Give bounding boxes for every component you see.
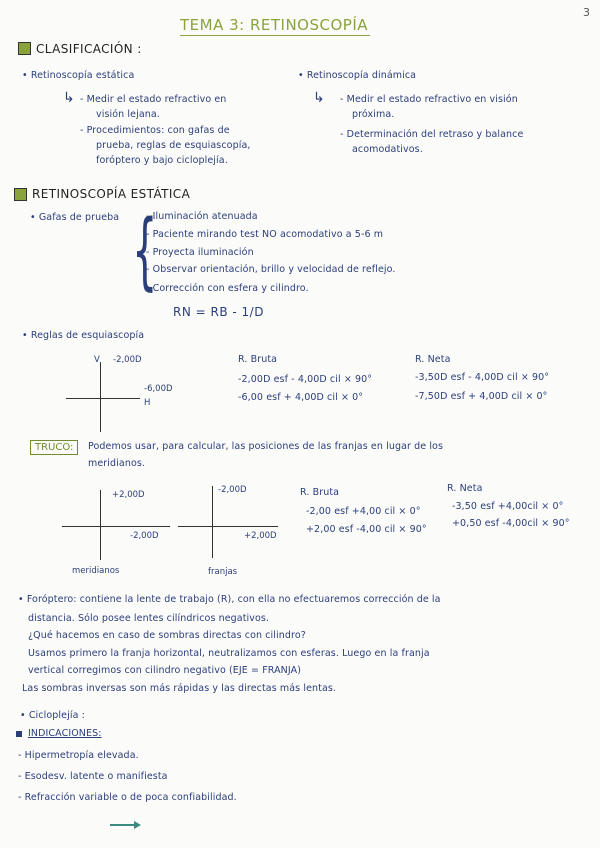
indicacion-1: - Hipermetropía elevada.: [18, 750, 139, 761]
estatica-item-3: - Procedimientos: con gafas de: [80, 125, 230, 136]
estatica-label-text: Retinoscopía estática: [30, 70, 135, 81]
dinamica-label-text: Retinoscopía dinámica: [306, 70, 417, 81]
gafas-item-1: - Iluminación atenuada: [146, 211, 258, 222]
gafas-item-3: - Proyecta iluminación: [146, 247, 254, 258]
next-arrow-line: [110, 824, 136, 826]
arrow-icon: ↳: [313, 90, 325, 106]
truco-rbruta-line-2: +2,00 esf -4,00 cil × 90°: [306, 524, 427, 535]
rbruta-label: R. Bruta: [238, 354, 278, 365]
estatica-item-2: visión lejana.: [96, 109, 160, 120]
truco-rbruta-line-1: -2,00 esf +4,00 cil × 0°: [306, 506, 421, 517]
rbruta-line-1: -2,00D esf - 4,00D cil × 90°: [238, 374, 373, 385]
meridianos-horizontal-axis: [62, 526, 170, 527]
gafas-label-text: Gafas de prueba: [38, 212, 120, 223]
cross-h-value: -6,00D: [144, 384, 173, 394]
meridianos-right-value: -2,00D: [130, 531, 159, 541]
meridianos-caption: meridianos: [72, 566, 120, 576]
foroptero-text-2: distancia. Sólo posee lentes cilíndricos negativos.: [28, 613, 270, 624]
truco-rneta-line-1: -3,50 esf +4,00cil × 0°: [452, 501, 564, 512]
franjas-top-value: -2,00D: [218, 485, 247, 495]
reglas-label: • Reglas de esquiascopía: [22, 330, 145, 341]
truco-rbruta-label: R. Bruta: [300, 487, 340, 498]
estatica-item-1: - Medir el estado refractivo en: [80, 94, 227, 105]
section-bullet-icon: [18, 42, 31, 55]
indicacion-2: - Esodesv. latente o manifiesta: [18, 771, 168, 782]
gafas-label: • Gafas de prueba: [30, 212, 120, 223]
gafas-item-5: - Corrección con esfera y cilindro.: [146, 283, 309, 294]
foroptero-text-6: Las sombras inversas son más rápidas y las directas más lentas.: [22, 683, 337, 694]
foroptero-label: Foróptero: [26, 594, 74, 605]
brace-icon: {: [132, 203, 158, 301]
franjas-horizontal-axis: [178, 526, 278, 527]
dinamica-item-4: acomodativos.: [352, 144, 423, 155]
cicloplejia-label: • Cicloplejía :: [20, 710, 85, 721]
truco-text-1: Podemos usar, para calcular, las posiciones de las franjas en lugar de los: [88, 441, 444, 452]
gafas-item-2: - Paciente mirando test NO acomodativo a 5-6 m: [146, 229, 384, 240]
rbruta-line-2: -6,00 esf + 4,00D cil × 0°: [238, 392, 364, 403]
estatica-item-4: prueba, reglas de esquiascopía,: [96, 140, 251, 151]
cross-vertical-axis: [100, 362, 101, 432]
indicaciones-heading: INDICACIONES:: [28, 728, 102, 739]
estatica-item-5: foróptero y bajo cicloplejía.: [96, 155, 228, 166]
dinamica-item-3: - Determinación del retraso y balance: [340, 129, 524, 140]
foroptero-line-1: • Foróptero: contiene la lente de trabajo (R), con ella no efectuaremos corrección de la: [18, 594, 441, 605]
formula: RN = RB - 1/D: [173, 305, 264, 319]
foroptero-text-3: ¿Qué hacemos en caso de sombras directas con cilindro?: [28, 630, 306, 641]
clasificacion-heading: CLASIFICACIÓN :: [36, 42, 142, 56]
cicloplejia-label-text: Cicloplejía :: [28, 710, 85, 721]
section-bullet-icon: [14, 188, 27, 201]
estatica-heading: RETINOSCOPÍA ESTÁTICA: [32, 187, 191, 201]
rneta-line-2: -7,50D esf + 4,00D cil × 0°: [415, 391, 548, 402]
estatica-label: • Retinoscopía estática: [22, 70, 135, 81]
truco-rneta-line-2: +0,50 esf -4,00cil × 90°: [452, 518, 570, 529]
dinamica-label: • Retinoscopía dinámica: [298, 70, 417, 81]
page-title: TEMA 3: RETINOSCOPÍA: [180, 16, 369, 34]
dinamica-item-2: próxima.: [352, 109, 395, 120]
page-number: 3: [583, 6, 590, 19]
cross-horizontal-axis: [66, 398, 140, 399]
title-underline: [180, 35, 370, 36]
rneta-label: R. Neta: [415, 354, 451, 365]
foroptero-text-5: vertical corregimos con cilindro negativo (EJE = FRANJA): [28, 665, 302, 676]
gafas-item-4: - Observar orientación, brillo y velocidad de reflejo.: [146, 264, 396, 275]
indicacion-3: - Refracción variable o de poca confiabilidad.: [18, 792, 237, 803]
truco-badge: TRUCO:: [30, 440, 78, 455]
foroptero-text-4: Usamos primero la franja horizontal, neutralizamos con esferas. Luego en la franja: [28, 648, 430, 659]
cross-v-letter: V: [94, 355, 100, 365]
square-bullet-icon: [16, 731, 22, 737]
truco-text-2: meridianos.: [88, 458, 146, 469]
franjas-right-value: +2,00D: [244, 531, 277, 541]
meridianos-vertical-axis: [100, 490, 101, 560]
foroptero-text-1: : contiene la lente de trabajo (R), con ella no efectuaremos corrección de la: [73, 594, 441, 605]
dinamica-item-1: - Medir el estado refractivo en visión: [340, 94, 518, 105]
arrow-icon: ↳: [63, 90, 75, 106]
meridianos-top-value: +2,00D: [112, 490, 145, 500]
rneta-line-1: -3,50D esf - 4,00D cil × 90°: [415, 372, 550, 383]
next-arrow-icon: [134, 821, 141, 829]
cross-v-value: -2,00D: [113, 355, 142, 365]
franjas-vertical-axis: [212, 486, 213, 558]
cross-h-letter: H: [144, 398, 151, 408]
franjas-caption: franjas: [208, 567, 238, 577]
truco-rneta-label: R. Neta: [447, 483, 483, 494]
reglas-label-text: Reglas de esquiascopía: [30, 330, 145, 341]
